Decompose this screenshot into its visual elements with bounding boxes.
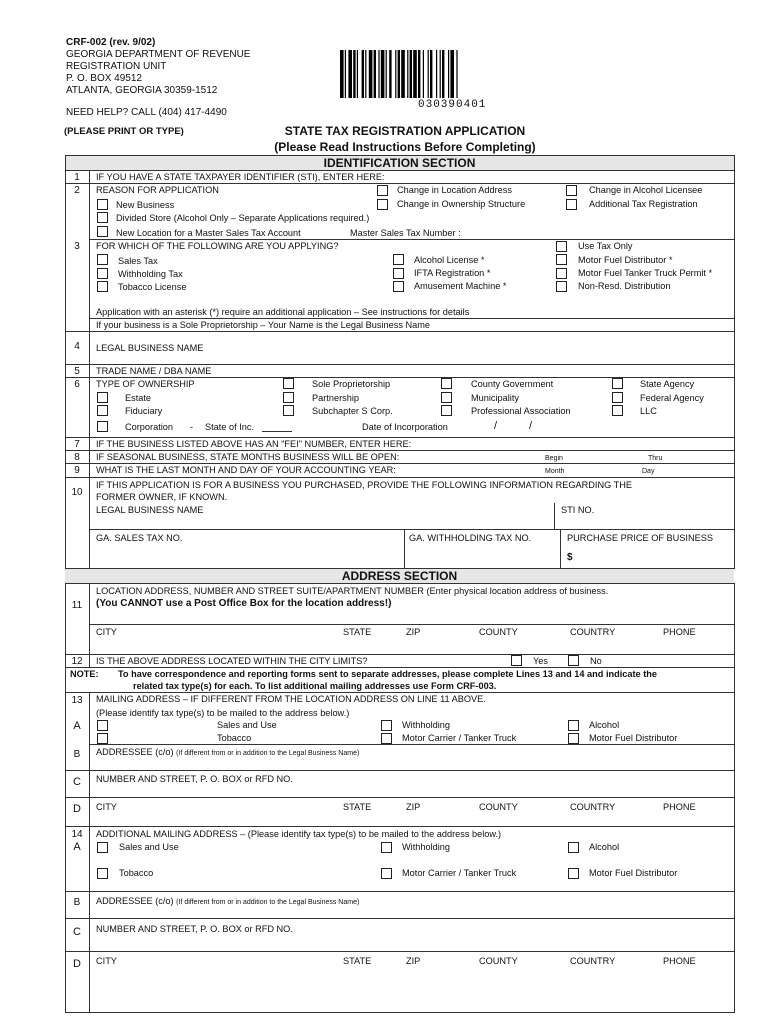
line-number-6: 6 [74, 379, 80, 390]
change-alcohol-label: Change in Alcohol Licensee [589, 185, 703, 195]
asterisk-note: Application with an asterisk (*) require an additional application – See instructions for details [96, 307, 470, 317]
barcode-bar [378, 50, 379, 98]
barcode-bar [440, 50, 441, 98]
tobacco-license-label: Tobacco License [118, 282, 187, 292]
loc-county-label: COUNTY [479, 627, 518, 637]
fei-label: IF THE BUSINESS LISTED ABOVE HAS AN "FEI" NUMBER, ENTER HERE: [96, 439, 412, 449]
line-number-3: 3 [74, 241, 80, 252]
m13-addressee-text: ADDRESSEE (c/o) [96, 747, 174, 757]
m14-addressee-label [96, 896, 359, 907]
barcode-bar [398, 50, 400, 98]
m14-alcohol-checkbox[interactable] [568, 842, 579, 853]
m14-withholding-label: Withholding [402, 842, 451, 852]
m13-motor-carrier-checkbox[interactable] [381, 733, 392, 744]
withholding-tax-checkbox[interactable] [97, 268, 108, 279]
additional-mailing-label: ADDITIONAL MAILING ADDRESS – (Please identify tax type(s) to be mailed to the address below.) [96, 829, 502, 839]
divided-store-label: Divided Store (Alcohol Only – Separate Applications required.) [116, 213, 370, 223]
barcode-bar [357, 50, 358, 98]
line-number-11: 11 [71, 600, 83, 611]
line-number-13: 13 [71, 695, 83, 706]
alcohol-license-checkbox[interactable] [393, 254, 404, 265]
additional-tax-label: Additional Tax Registration [589, 199, 698, 209]
new-business-label: New Business [116, 200, 175, 210]
ifta-checkbox[interactable] [393, 268, 404, 279]
m14-sales-use-label: Sales and Use [119, 842, 179, 852]
new-location-checkbox[interactable] [97, 226, 108, 237]
new-business-checkbox[interactable] [97, 199, 108, 210]
ga-withholding-label: GA. WITHHOLDING TAX NO. [409, 533, 532, 543]
m14-addressee-note: (If different from or in addition to the Legal Business Name) [176, 899, 360, 906]
loc-country-label: COUNTRY [570, 627, 616, 637]
former-legal-name-label: LEGAL BUSINESS NAME [96, 505, 204, 515]
m13-motor-fuel-checkbox[interactable] [568, 733, 579, 744]
form-title: STATE TAX REGISTRATION APPLICATION [284, 124, 526, 138]
month-label: Month [545, 468, 565, 475]
corporation-label: Corporation [125, 422, 174, 432]
barcode-bar [365, 50, 366, 98]
m14-phone-label: PHONE [663, 956, 696, 966]
line-14-letter-d: D [73, 958, 81, 970]
applying-label: FOR WHICH OF THE FOLLOWING ARE YOU APPLYING? [96, 241, 339, 251]
barcode-bar [450, 50, 454, 98]
m14-tobacco-label: Tobacco [119, 868, 154, 878]
city-limits-yes-checkbox[interactable] [511, 655, 522, 666]
federal-agency-label: Federal Agency [640, 393, 704, 403]
barcode-bar [407, 50, 408, 98]
m13-zip-label: ZIP [406, 802, 421, 812]
note-text-2: related tax type(s) for each. To list additional mailing addresses use Form CRF-003. [133, 681, 497, 691]
amusement-checkbox[interactable] [393, 281, 404, 292]
date-slash-2: / [529, 420, 533, 432]
date-slash-1: / [494, 420, 498, 432]
barcode-bar [395, 50, 396, 98]
alcohol-license-label: Alcohol License * [414, 255, 485, 265]
m14-state-label: STATE [343, 956, 372, 966]
state-inc-label: State of Inc. [205, 422, 255, 432]
city-limits-no-checkbox[interactable] [568, 655, 579, 666]
purchase-price-label: PURCHASE PRICE OF BUSINESS [567, 533, 714, 543]
line-number-9: 9 [74, 465, 80, 476]
legal-business-name-label: LEGAL BUSINESS NAME [96, 343, 204, 353]
m13-country-label: COUNTRY [570, 802, 616, 812]
date-inc-label: Date of Incorporation [362, 422, 448, 432]
form-subtitle: (Please Read Instructions Before Completing) [274, 140, 536, 154]
sole-prop-label: Sole Proprietorship [312, 379, 391, 389]
motor-fuel-label: Motor Fuel Distributor * [578, 255, 673, 265]
m13-number-street-label: NUMBER AND STREET, P. O. BOX or RFD NO. [96, 774, 293, 784]
barcode-bar [448, 50, 449, 98]
barcode-bar [353, 50, 355, 98]
po-box: P. O. BOX 49512 [66, 73, 142, 84]
m14-county-label: COUNTY [479, 956, 518, 966]
agency-header [66, 37, 250, 119]
estate-checkbox[interactable] [97, 392, 108, 403]
prof-assoc-label: Professional Association [471, 406, 571, 416]
m14-sales-use-checkbox[interactable] [97, 842, 108, 853]
barcode-bar [345, 50, 346, 98]
barcode-bar [362, 50, 364, 98]
note-label: NOTE: [70, 669, 99, 679]
barcode-bar [401, 50, 405, 98]
change-ownership-label: Change in Ownership Structure [397, 199, 526, 209]
m13-withholding-checkbox[interactable] [381, 720, 392, 731]
m14-country-label: COUNTRY [570, 956, 616, 966]
dept-name: GEORGIA DEPARTMENT OF REVENUE [66, 49, 251, 60]
m13-motor-fuel-label: Motor Fuel Distributor [589, 733, 678, 743]
line-14-letter-a: A [73, 841, 81, 853]
sub-s-label: Subchapter S Corp. [312, 406, 393, 416]
change-ownership-checkbox[interactable] [377, 199, 388, 210]
motor-fuel-tanker-label: Motor Fuel Tanker Truck Permit * [578, 268, 713, 278]
corporation-dash: - [190, 422, 194, 432]
barcode-bar [340, 50, 344, 98]
m14-withholding-checkbox[interactable] [381, 842, 392, 853]
change-location-checkbox[interactable] [377, 185, 388, 196]
print-note: (PLEASE PRINT OR TYPE) [64, 126, 184, 137]
estate-label: Estate [125, 393, 152, 403]
ifta-label: IFTA Registration * [414, 268, 491, 278]
line-number-14: 14 [71, 829, 83, 840]
line-14-letter-c: C [73, 926, 81, 938]
ownership-type-label: TYPE OF OWNERSHIP [96, 379, 195, 389]
change-location-label: Change in Location Address [397, 185, 512, 195]
motor-fuel-tanker-checkbox[interactable] [556, 268, 567, 279]
m13-tobacco-checkbox[interactable] [97, 733, 108, 744]
county-gov-label: County Government [471, 379, 554, 389]
line-14-letter-b: B [73, 897, 81, 908]
mailing-address-label: MAILING ADDRESS – IF DIFFERENT FROM THE LOCATION ADDRESS ON LINE 11 ABOVE. [96, 694, 486, 704]
sales-tax-checkbox[interactable] [97, 254, 108, 265]
city-line: ATLANTA, GEORGIA 30359-1512 [66, 85, 218, 96]
barcode-bar [374, 50, 376, 98]
m13-addressee-note: (If different from or in addition to the Legal Business Name) [176, 750, 360, 757]
ga-sales-tax-label: GA. SALES TAX NO. [96, 533, 183, 543]
city-limits-yes-label: Yes [533, 656, 548, 666]
non-resd-label: Non-Resd. Distribution [578, 281, 671, 291]
barcode-bar [423, 50, 424, 98]
new-location-label: New Location for a Master Sales Tax Account [116, 228, 301, 238]
barcode-bar [442, 50, 444, 98]
m13-alcohol-checkbox[interactable] [568, 720, 579, 731]
former-sti-label: STI NO. [561, 505, 595, 515]
barcode-bar [389, 50, 391, 98]
m13-alcohol-label: Alcohol [589, 720, 620, 730]
additional-tax-checkbox[interactable] [566, 199, 577, 210]
line-number-12: 12 [71, 656, 83, 667]
m14-number-street-label: NUMBER AND STREET, P. O. BOX or RFD NO. [96, 924, 293, 934]
use-tax-label: Use Tax Only [578, 241, 633, 251]
line-number-4: 4 [74, 341, 80, 352]
no-po-box-note: (You CANNOT use a Post Office Box for the location address!) [96, 598, 392, 609]
corporation-checkbox[interactable] [97, 421, 108, 432]
m14-addressee-text: ADDRESSEE (c/o) [96, 896, 174, 906]
fiduciary-label: Fiduciary [125, 406, 163, 416]
sole-prop-checkbox[interactable] [283, 378, 294, 389]
m13-sales-use-checkbox[interactable] [97, 720, 108, 731]
barcode-bar [413, 50, 417, 98]
barcode-bar [430, 50, 432, 98]
prof-assoc-checkbox[interactable] [441, 405, 452, 416]
partnership-label: Partnership [312, 393, 359, 403]
m13-sales-use-label: Sales and Use [217, 720, 277, 730]
thru-label: Thru [648, 455, 663, 462]
llc-label: LLC [640, 406, 657, 416]
purchased-business-label: IF THIS APPLICATION IS FOR A BUSINESS YOU PURCHASED, PROVIDE THE FOLLOWING INFORMATION REGARDING THE [96, 480, 633, 490]
barcode-bar [436, 50, 437, 98]
m13-withholding-label: Withholding [402, 720, 451, 730]
m13-county-label: COUNTY [479, 802, 518, 812]
help-line: NEED HELP? CALL (404) 417-4490 [66, 107, 227, 118]
location-address-label: LOCATION ADDRESS, NUMBER AND STREET SUITE/APARTMENT NUMBER (Enter physical location address of business. [96, 586, 609, 596]
withholding-tax-label: Withholding Tax [118, 269, 183, 279]
barcode-bar [369, 50, 373, 98]
m14-zip-label: ZIP [406, 956, 421, 966]
reason-label: REASON FOR APPLICATION [96, 185, 219, 195]
barcode-bar [456, 50, 457, 98]
line-number-5: 5 [74, 366, 80, 377]
sales-tax-label: Sales Tax [118, 256, 158, 266]
loc-zip-label: ZIP [406, 627, 421, 637]
m14-tobacco-checkbox[interactable] [97, 868, 108, 879]
m14-motor-carrier-label: Motor Carrier / Tanker Truck [402, 868, 517, 878]
sole-prop-note: If your business is a Sole Proprietorship – Your Name is the Legal Business Name [96, 320, 430, 330]
line-13-letter-d: D [73, 803, 81, 815]
municipality-label: Municipality [471, 393, 519, 403]
begin-label: Begin [545, 455, 563, 462]
barcode-number: 030390401 [418, 99, 487, 111]
fiduciary-checkbox[interactable] [97, 405, 108, 416]
mailing-identify-label: (Please identify tax type(s) to be mailed to the address below.) [96, 708, 350, 718]
barcode [340, 50, 510, 98]
m13-addressee-label [96, 747, 359, 758]
sti-label: IF YOU HAVE A STATE TAXPAYER IDENTIFIER (STI), ENTER HERE: [96, 172, 385, 182]
state-agency-checkbox[interactable] [612, 378, 623, 389]
line-number-10: 10 [71, 487, 83, 498]
identification-section-title: IDENTIFICATION SECTION [65, 156, 734, 170]
divided-store-checkbox[interactable] [97, 212, 108, 223]
seasonal-label: IF SEASONAL BUSINESS, STATE MONTHS BUSINESS WILL BE OPEN: [96, 452, 400, 462]
m13-motor-carrier-label: Motor Carrier / Tanker Truck [402, 733, 517, 743]
m14-motor-fuel-label: Motor Fuel Distributor [589, 868, 678, 878]
city-limits-no-label: No [590, 656, 602, 666]
former-owner-label: FORMER OWNER, IF KNOWN. [96, 492, 228, 502]
llc-checkbox[interactable] [612, 405, 623, 416]
barcode-bar [381, 50, 385, 98]
motor-fuel-checkbox[interactable] [556, 254, 567, 265]
m14-alcohol-label: Alcohol [589, 842, 620, 852]
barcode-bar [418, 50, 420, 98]
master-sales-tax-label: Master Sales Tax Number : [350, 228, 461, 238]
amusement-label: Amusement Machine * [414, 281, 507, 291]
m13-phone-label: PHONE [663, 802, 696, 812]
county-gov-checkbox[interactable] [441, 378, 452, 389]
loc-state-label: STATE [343, 627, 372, 637]
change-alcohol-checkbox[interactable] [566, 185, 577, 196]
non-resd-checkbox[interactable] [556, 281, 567, 292]
municipality-checkbox[interactable] [441, 392, 452, 403]
sub-s-checkbox[interactable] [283, 405, 294, 416]
address-section-title: ADDRESS SECTION [65, 569, 734, 583]
m14-motor-fuel-checkbox[interactable] [568, 868, 579, 879]
line-number-8: 8 [74, 452, 80, 463]
barcode-bar [386, 50, 387, 98]
barcode-bar [428, 50, 429, 98]
line-number-7: 7 [74, 439, 80, 450]
loc-city-label: CITY [96, 627, 117, 637]
line-number-2: 2 [74, 185, 80, 196]
m13-tobacco-label: Tobacco [217, 733, 252, 743]
line-number-1: 1 [74, 172, 80, 183]
m13-state-label: STATE [343, 802, 372, 812]
line-13-letter-b: B [73, 749, 81, 760]
m14-city-label: CITY [96, 956, 117, 966]
federal-agency-checkbox[interactable] [612, 392, 623, 403]
line-13-letter-a: A [73, 720, 81, 732]
tobacco-license-checkbox[interactable] [97, 281, 108, 292]
unit-name: REGISTRATION UNIT [66, 61, 167, 72]
m13-city-label: CITY [96, 802, 117, 812]
partnership-checkbox[interactable] [283, 392, 294, 403]
loc-phone-label: PHONE [663, 627, 696, 637]
line-13-letter-c: C [73, 776, 81, 788]
barcode-bar [348, 50, 352, 98]
accounting-year-label: WHAT IS THE LAST MONTH AND DAY OF YOUR ACCOUNTING YEAR: [96, 465, 396, 475]
day-label: Day [642, 468, 655, 475]
trade-name-label: TRADE NAME / DBA NAME [96, 366, 212, 376]
note-text-1: To have correspondence and reporting forms sent to separate addresses, please complete Lines 13 and 14 and indicate the [118, 669, 657, 679]
state-agency-label: State Agency [640, 379, 695, 389]
city-limits-label: IS THE ABOVE ADDRESS LOCATED WITHIN THE CITY LIMITS? [96, 656, 368, 666]
form-id: CRF-002 (rev. 9/02) [66, 37, 156, 48]
dollar-sign: $ [567, 552, 573, 563]
use-tax-checkbox[interactable] [556, 241, 567, 252]
barcode-bar [410, 50, 412, 98]
m14-motor-carrier-checkbox[interactable] [381, 868, 392, 879]
